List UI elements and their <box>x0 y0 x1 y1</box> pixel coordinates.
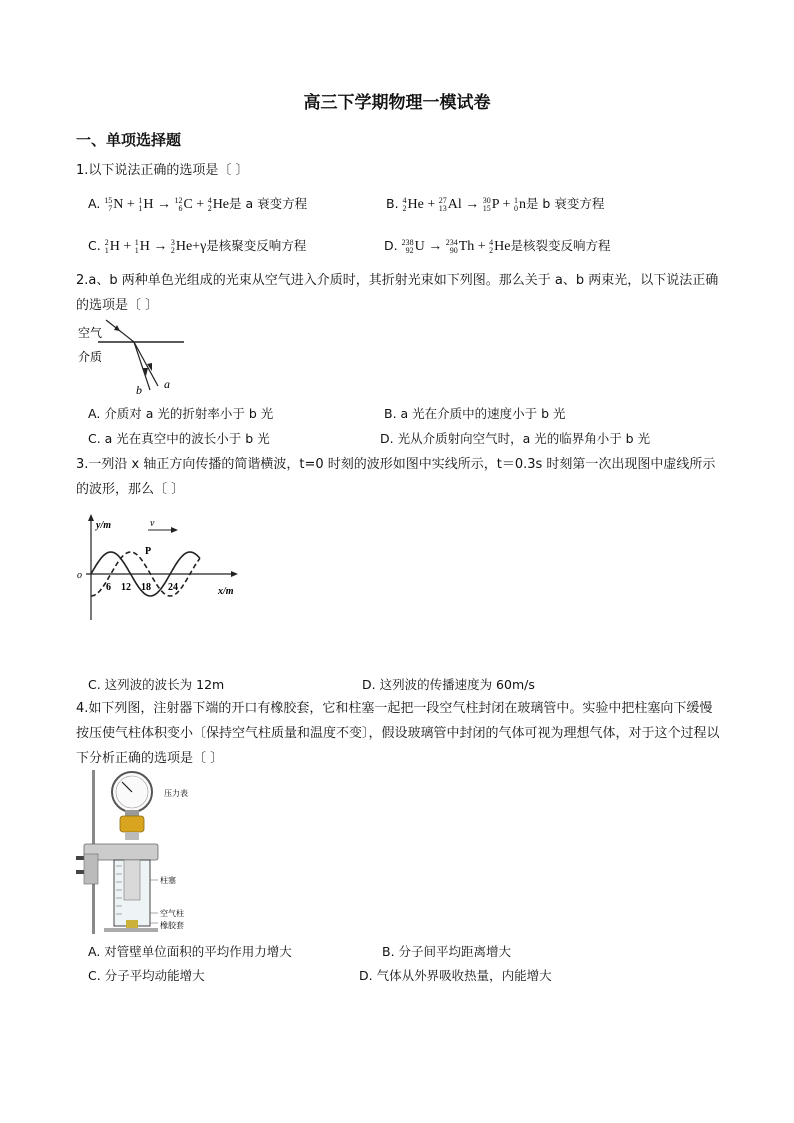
nuclide <box>402 239 425 254</box>
q2-option-b[interactable]: B. a 光在介质中的速度小于 b 光 <box>384 406 566 421</box>
operator: + <box>474 239 490 254</box>
q1-option-d[interactable] <box>384 236 611 255</box>
isotope-numbers <box>439 197 447 213</box>
q2-option-a[interactable]: A. 介质对 a 光的折射率小于 b 光 <box>88 406 274 421</box>
isotope-numbers <box>208 197 212 213</box>
plunger-label: 柱塞 <box>160 876 176 885</box>
atomic-number: 6 <box>178 203 183 213</box>
atomic-number: 0 <box>513 203 518 213</box>
isotope-numbers <box>402 239 414 255</box>
q2-option-c[interactable]: C. a 光在真空中的波长小于 b 光 <box>88 431 270 446</box>
element-symbol: He <box>494 239 511 254</box>
element-symbol: H <box>109 239 120 254</box>
option-letter: B. <box>386 196 403 211</box>
atomic-number: 1 <box>138 203 143 213</box>
velocity-label: v <box>150 518 155 529</box>
atomic-number: 7 <box>108 203 113 213</box>
refraction-figure <box>76 318 188 398</box>
tick-12: 12 <box>121 582 131 593</box>
q2-option-d[interactable]: D. 光从介质射向空气时，a 光的临界角小于 b 光 <box>380 431 651 446</box>
option-letter: C. <box>88 238 105 253</box>
isotope-numbers <box>489 239 493 255</box>
atomic-number: 1 <box>104 245 109 255</box>
atomic-number: 90 <box>449 245 458 255</box>
element-symbol: H <box>139 239 150 254</box>
y-axis-label: y/m <box>96 520 111 531</box>
atomic-number: 92 <box>405 245 414 255</box>
element-symbol: H <box>143 197 154 212</box>
mass-number: 4 <box>207 195 212 205</box>
q3-option-d[interactable]: D. 这列波的传播速度为 60m/s <box>362 677 535 692</box>
isotope-numbers <box>403 197 407 213</box>
isotope-numbers <box>446 239 458 255</box>
isotope-numbers <box>174 197 182 213</box>
isotope-numbers <box>171 239 175 255</box>
element-symbol: N <box>113 197 124 212</box>
mass-number: 15 <box>104 195 113 205</box>
nuclide <box>135 239 150 254</box>
question-2-stem: 2.a、b 两种单色光组成的光束从空气进入介质时，其折射光束如下列图。那么关于 a、b 两束光，以下说法正确的选项是〔 〕 <box>76 273 719 313</box>
question-4-stem: 4.如下列图，注射器下端的开口有橡胶套，它和柱塞一起把一段空气柱封闭在玻璃管中。实验中把柱塞向下缓慢按压使气柱体积变小〔保持空气柱质量和温度不变〕，假设玻璃管中封闭的气体可视为理想气体，对于这个过程以下分析正确的选项是〔 〕 <box>76 701 720 766</box>
atomic-number: 13 <box>438 203 447 213</box>
nuclide <box>138 197 153 212</box>
operator: + <box>192 197 208 212</box>
mass-number: 1 <box>513 195 518 205</box>
element-symbol: He <box>407 197 424 212</box>
tick-18: 18 <box>141 582 151 593</box>
operator: + <box>123 197 139 212</box>
section-heading: 一、单项选择题 <box>76 131 182 149</box>
mass-number: 2 <box>104 237 109 247</box>
atomic-number: 15 <box>482 203 491 213</box>
gamma-term: +γ <box>192 239 207 254</box>
nuclide <box>104 197 123 212</box>
operator: → <box>461 197 483 212</box>
option-tail: 是核聚变反响方程 <box>206 238 307 253</box>
nuclide <box>439 197 462 212</box>
gauge-label: 压力表 <box>164 789 188 798</box>
nuclide <box>174 197 192 212</box>
syringe-figure <box>74 770 210 934</box>
q4-option-b[interactable]: B. 分子间平均距离增大 <box>382 944 512 959</box>
element-symbol: U <box>414 239 425 254</box>
question-1-stem: 1.以下说法正确的选项是〔 〕 <box>76 163 249 178</box>
nuclide <box>514 197 526 212</box>
isotope-numbers <box>135 239 139 255</box>
isotope-numbers <box>138 197 142 213</box>
ray-b-label: b <box>136 383 142 397</box>
q1-option-b[interactable] <box>386 194 604 213</box>
atomic-number: 2 <box>489 245 494 255</box>
origin-label: o <box>77 570 82 581</box>
operator: → <box>424 239 446 254</box>
option-letter: A. <box>88 196 105 211</box>
nuclide <box>446 239 475 254</box>
ray-a-label: a <box>164 377 170 391</box>
isotope-numbers <box>483 197 491 213</box>
mass-number: 238 <box>401 237 414 247</box>
air-column-label: 空气柱 <box>160 909 184 918</box>
air-label: 空气 <box>78 326 103 340</box>
page-title: 高三下学期物理一模试卷 <box>303 93 491 113</box>
atomic-number: 2 <box>170 245 175 255</box>
atomic-number: 2 <box>402 203 407 213</box>
rubber-cap-label: 橡胶套 <box>160 921 184 930</box>
operator: → <box>149 239 171 254</box>
element-symbol: He <box>212 197 230 212</box>
element-symbol: Al <box>447 197 462 212</box>
q4-option-c[interactable]: C. 分子平均动能增大 <box>88 968 205 983</box>
atomic-number: 2 <box>207 203 212 213</box>
nuclide <box>403 197 424 212</box>
nuclide <box>171 239 192 254</box>
mass-number: 4 <box>402 195 407 205</box>
isotope-numbers <box>104 197 112 213</box>
option-tail: 是 a 衰变方程 <box>229 196 308 211</box>
tick-24: 24 <box>168 582 178 593</box>
element-symbol: Th <box>458 239 475 254</box>
atomic-number: 1 <box>134 245 139 255</box>
option-letter: D. <box>384 238 402 253</box>
mass-number: 234 <box>445 237 458 247</box>
option-tail: 是核裂变反响方程 <box>510 238 611 253</box>
option-tail: 是 b 衰变方程 <box>525 196 605 211</box>
nuclide <box>208 197 229 212</box>
question-3-stem: 3.一列沿 x 轴正方向传播的简谐横波，t=0 时刻的波形如图中实线所示，t＝0.3s 时刻第一次出现图中虚线所示的波形，那么〔 〕 <box>76 457 716 497</box>
q4-option-a[interactable]: A. 对管壁单位面积的平均作用力增大 <box>88 944 292 959</box>
medium-label: 介质 <box>78 350 103 364</box>
element-symbol: He <box>175 239 193 254</box>
mass-number: 27 <box>438 195 447 205</box>
point-p-label: P <box>145 546 152 557</box>
element-symbol: n <box>518 197 526 212</box>
mass-number: 1 <box>138 195 143 205</box>
q3-option-c[interactable]: C. 这列波的波长为 12m <box>88 677 225 692</box>
isotope-numbers <box>105 239 109 255</box>
nuclide <box>105 239 120 254</box>
mass-number: 4 <box>489 237 494 247</box>
mass-number: 12 <box>174 195 183 205</box>
isotope-numbers <box>514 197 518 213</box>
nuclide <box>489 239 510 254</box>
element-symbol: P <box>491 197 500 212</box>
element-symbol: C <box>183 197 193 212</box>
x-axis-label: x/m <box>218 586 234 597</box>
q1-option-c[interactable] <box>88 236 306 255</box>
tick-6: 6 <box>106 582 111 593</box>
mass-number: 30 <box>482 195 491 205</box>
operator: + <box>423 197 439 212</box>
q4-option-d[interactable]: D. 气体从外界吸收热量，内能增大 <box>359 968 552 983</box>
mass-number: 3 <box>170 237 175 247</box>
operator: + <box>119 239 135 254</box>
wave-figure <box>74 512 244 622</box>
nuclide <box>483 197 499 212</box>
operator: → <box>153 197 175 212</box>
q1-option-a[interactable] <box>88 194 307 213</box>
mass-number: 1 <box>134 237 139 247</box>
operator: + <box>499 197 514 212</box>
